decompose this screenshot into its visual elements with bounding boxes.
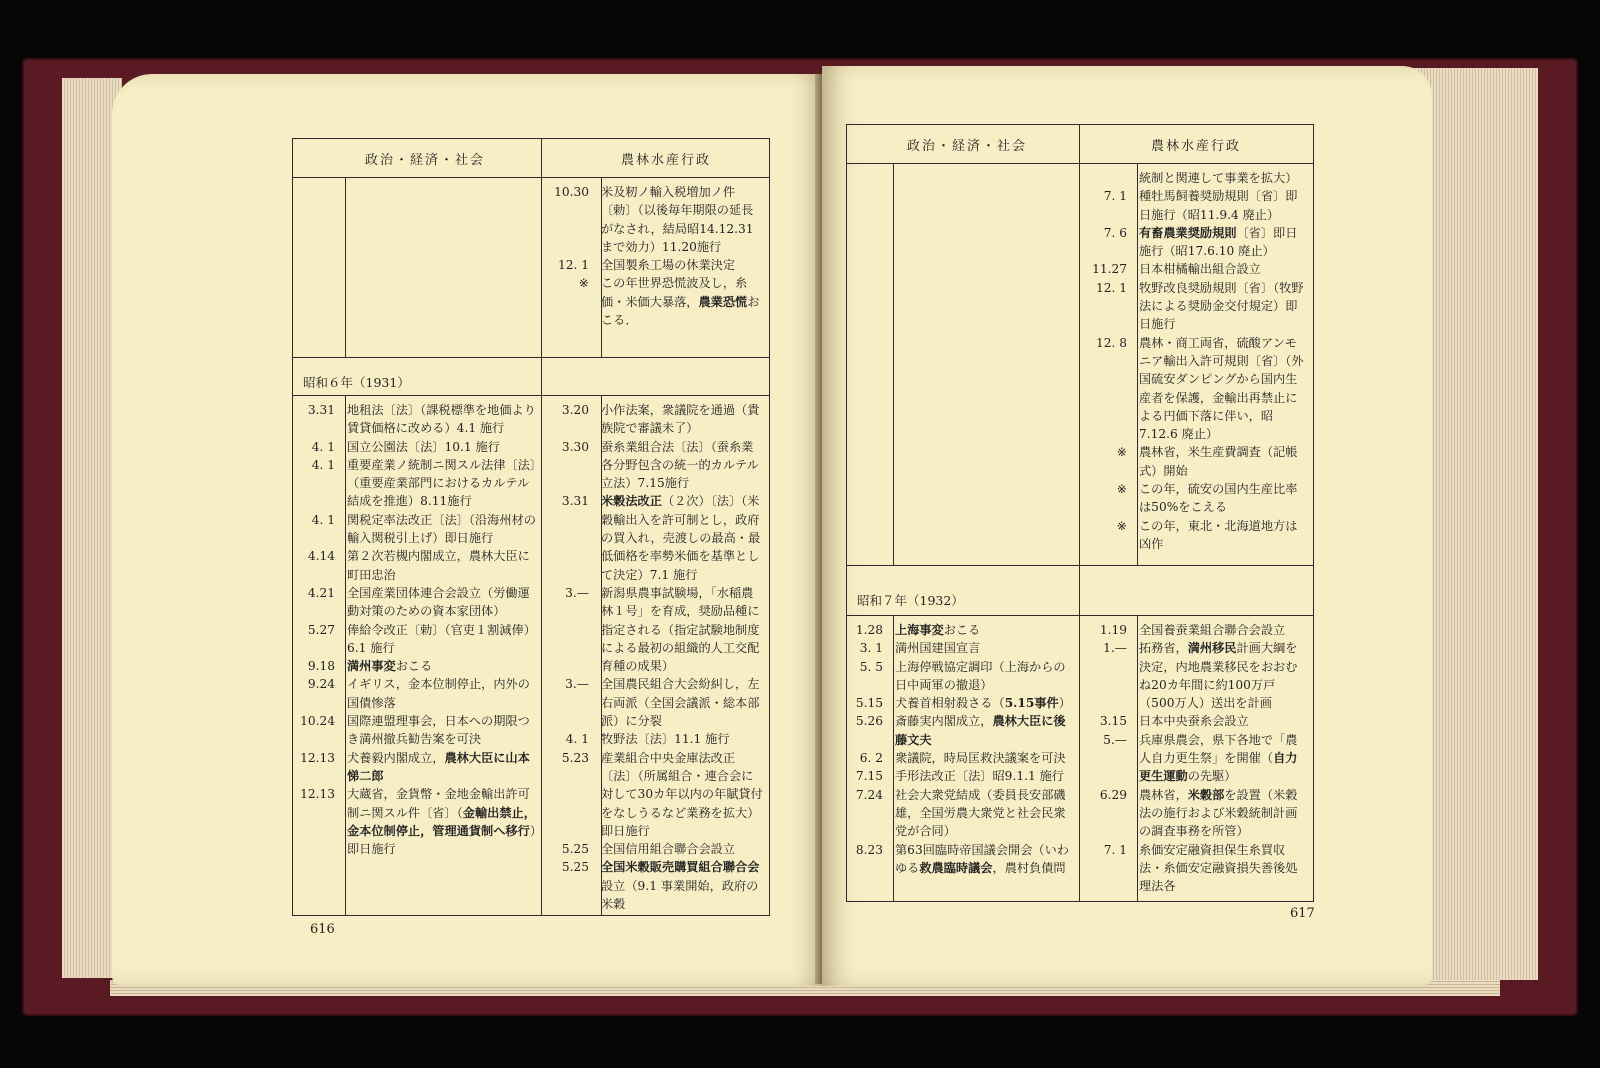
entry-segment: 農林省，米生産費調査（記帳式）開始 [1139,445,1298,478]
chronology-entry [547,840,763,858]
chronology-entry [293,438,537,456]
entry-date: 4. 1 [311,457,335,472]
entry-segment: 設立（9.1 事業開始，政府の米穀 [601,878,759,912]
chronology-entry [841,658,1075,695]
entry-date [1085,169,1139,187]
chronology-entry [1085,786,1307,841]
entry-segment: ，農村負債問 [992,860,1066,875]
entry-segment: 満州国建国宣言 [895,641,981,656]
entry-date: 12.13 [300,750,335,765]
entry-emphasis: 満州移民 [1187,641,1237,656]
entry-segment: 斎藤実内閣成立， [895,714,993,729]
entry-text [347,621,537,658]
chronology-entry [841,786,1075,841]
chronology-entry [1085,639,1307,712]
entry-date: 9.24 [307,677,335,692]
entry-segment: イギリス，金本位制停止，内外の国債惨落 [347,677,530,710]
entry-segment: 関税定率法改正〔法〕（沿海州材の輸入関税引上げ）即日施行 [347,512,536,546]
column-divider [1079,125,1080,901]
entry-date: 4. 1 [311,512,335,527]
entry-segment: 農林省， [1139,787,1188,802]
chronology-entry [1085,731,1307,786]
entry-segment: 種牡馬飼養奨励規則〔省〕即日施行（昭11.9.4 廃止） [1139,189,1298,222]
date-divider [893,163,894,565]
chronology-entry [547,401,763,438]
entry-segment: 〔省〕即日施行（昭17.6.10 廃止） [1139,225,1298,259]
entry-date: 5. 5 [859,659,883,674]
entry-segment: 全国養蚕業組合聯合会設立 [1139,623,1286,637]
entry-emphasis: 米穀法改正 [601,494,662,509]
chronology-entry [1085,187,1307,224]
chronology-entry [293,547,537,584]
entry-segment: 大蔵省，金貨幣・金地金輸出許可制ニ関スル件〔省〕（ [347,787,530,820]
entry-text [347,438,537,456]
chronology-entry [293,712,537,749]
chronology-entry [547,730,763,748]
entry-segment: おこる． [601,294,760,328]
entry-segment: 小作法案，衆議院を通過（貴族院で審議未了） [601,403,760,436]
entry-text [1139,731,1307,786]
entry-text [601,584,763,675]
entry-segment: 牧野法〔法〕11.1 施行 [601,732,730,747]
entry-date: 12.13 [300,787,335,802]
row-divider [847,615,1313,616]
entry-date: 10.24 [300,714,335,729]
entry-text [347,785,537,858]
entry-segment: 衆議院，時局匡救決議案を可決 [895,751,1066,766]
chronology-entry [841,767,1075,785]
chronology-entry [293,785,537,858]
chronology-entry [1085,621,1307,639]
entry-date: 3.— [565,585,589,600]
entry-date: 4. 1 [311,439,335,454]
chronology-entry [1085,480,1307,517]
entry-date: 1.— [1103,641,1127,656]
entry-emphasis: 米穀部 [1187,787,1225,802]
entry-date: 3.20 [561,403,589,417]
entry-date: 5.23 [561,750,589,765]
header-politics: 政治・経済・社会 [365,153,486,168]
entry-text [1139,169,1307,187]
entry-segment: 犬養首相射殺さる（ [895,696,1005,711]
entry-text [347,547,537,584]
entry-emphasis: 有畜農業奨励規則 [1139,225,1237,240]
agri-entries-1930 [547,183,763,329]
entry-segment: ） [1058,696,1071,711]
politics-entries-1932 [841,621,1075,877]
entry-segment: 糸価安定融資担保生糸買収法・糸価安定融資損失善後処理法各 [1139,842,1298,894]
entry-emphasis: 救農臨時議会 [919,860,993,875]
entry-segment: 兵庫県農会，県下各地で「農人自力更生祭」を開催（ [1139,732,1298,766]
entry-text [1139,841,1307,896]
entry-date: 10.30 [554,185,589,199]
date-divider [345,177,346,357]
entry-text [1139,224,1307,261]
entry-text [347,511,537,548]
entry-text [601,183,763,256]
page-number: 616 [310,922,335,937]
entry-emphasis: 金輸出禁止，金本位制停止，管理通貨制へ移行 [347,805,536,838]
entry-text [601,438,763,493]
entry-date: ※ [578,276,589,291]
entry-date: 5.27 [307,622,335,637]
header-agriculture: 農林水産行政 [1151,139,1242,154]
entry-segment: の先駆） [1187,769,1237,784]
chronology-entry [547,183,763,256]
entry-date: 5.— [1103,732,1127,747]
entry-date: 3.15 [1099,714,1127,729]
row-divider [847,565,1313,566]
entry-segment: 産業組合中央金庫法改正〔法〕（所属組合・連合会に対して30カ年以内の年賦貸付をなしうるなど業務を拡大）即日施行 [601,750,763,838]
entry-date: 5.25 [561,842,589,857]
year-heading: 昭和６年（1931） [303,375,410,390]
chronology-entry [547,256,763,274]
chronology-entry [547,749,763,840]
left-chronology-table [292,138,770,916]
entry-text [347,456,537,511]
entry-text [601,274,763,329]
entry-emphasis: 5.15事件 [1004,696,1059,711]
entry-segment: 日本柑橘輸出組合設立 [1139,262,1261,277]
chronology-entry [841,621,1075,639]
chronology-entry [547,438,763,493]
entry-text [1139,187,1307,224]
chronology-entry [1085,443,1307,480]
entry-date: 4. 1 [565,732,589,747]
entry-segment: 全国製糸工場の休業決定 [601,258,736,273]
entry-text [895,712,1075,749]
entry-emphasis: 農林大臣に山本悌二郎 [347,750,530,783]
chronology-entry [1085,279,1307,334]
entry-text [895,767,1075,785]
entry-segment: 第２次若槻内閣成立，農林大臣に町田忠治 [347,549,530,582]
entry-text [347,657,537,675]
entry-text [601,675,763,730]
entry-text [347,749,537,786]
row-divider [293,357,769,358]
entry-date: ※ [1116,518,1127,533]
chronology-entry [1085,841,1307,896]
entry-date: 7. 6 [1103,225,1127,240]
chronology-entry [1085,260,1307,278]
agri-entries-1931 [547,401,763,913]
entry-date: 12. 1 [1095,280,1127,295]
header-agriculture: 農林水産行政 [621,153,712,168]
entry-segment: 牧野改良奨励規則〔省〕（牧野法による奨励金交付規定）即日施行 [1139,280,1304,332]
entry-date: 8.23 [855,842,883,857]
entry-segment: 全国信用組合聯合会設立 [601,842,736,857]
entry-text [1139,621,1307,639]
entry-date: 3.30 [561,439,589,454]
entry-segment: 計画大綱を決定，内地農業移民をおおむね20カ年間に約100万戸（500万人）送出を計画 [1139,641,1298,711]
entry-text [601,492,763,583]
entry-segment: 上海停戦協定調印（上海からの日中両軍の撤退） [895,659,1066,692]
chronology-entry [547,492,763,583]
chronology-entry [293,456,537,511]
entry-text [895,621,1075,639]
chronology-entry [841,749,1075,767]
entry-text [1139,279,1307,334]
chronology-entry [1085,712,1307,730]
entry-text [895,694,1075,712]
entry-emphasis: 全国米穀販売購買組合聯合会 [601,860,760,875]
entry-segment: 米及籾ノ輸入税増加ノ件〔勅〕（以後毎年期限の延長がなされ，結局昭14.12.31まで効力）11.20施行 [601,185,754,254]
chronology-entry [841,712,1075,749]
chronology-entry [1085,517,1307,554]
entry-text [895,786,1075,841]
entry-text [1139,480,1307,517]
entry-text [1139,639,1307,712]
chronology-entry [547,675,763,730]
table-header [293,139,769,178]
entry-text [1139,443,1307,480]
entry-text [347,401,537,438]
entry-date: 5.25 [561,860,589,875]
entry-date: ※ [1116,445,1127,460]
entry-date: 4.14 [307,549,335,564]
chronology-entry [841,639,1075,657]
entry-date: 3. 1 [859,641,883,656]
entry-text [601,749,763,840]
entry-segment: この年，硫安の国内生産比率は50%をこえる [1139,482,1298,515]
entry-date: 7. 1 [1103,189,1127,204]
entry-text [601,840,763,858]
entry-segment: 俸給令改正〔勅〕（官吏１割減俸）6.1 施行 [347,622,536,655]
entry-segment: 第63回臨時帝国議会開会（いわゆる [895,842,1069,875]
entry-date: 11.27 [1092,262,1127,277]
entry-segment: 全国産業団体連合会設立（労働運動対策のための資本家団体） [347,585,530,619]
chronology-entry [293,657,537,675]
chronology-entry [293,621,537,658]
entry-date: ※ [1116,482,1127,497]
page-number: 617 [1290,906,1315,921]
entry-text [347,712,537,749]
chronology-entry [1085,224,1307,261]
entry-date: 5.26 [855,714,883,729]
row-divider [293,395,769,396]
entry-date: 4.21 [307,585,335,600]
entry-segment: （２次）〔法〕（米穀輸出入を許可制とし，政府の買入れ，売渡しの最高・最低価格を率勢米価を基準として決定）7.1 施行 [601,494,761,582]
chronology-entry [841,841,1075,878]
entry-segment: 日本中央蚕糸会設立 [1139,714,1249,729]
entry-text [601,401,763,438]
entry-emphasis: 上海事変 [895,623,944,637]
entry-segment: この年世界恐慌波及し，糸価・米価大暴落， [601,276,748,309]
chronology-entry [293,584,537,621]
header-politics: 政治・経済・社会 [907,139,1028,154]
chronology-entry [293,675,537,712]
entry-emphasis: 満州事変 [347,659,396,674]
entry-date: 7.15 [855,769,883,784]
entry-segment: 拓務省， [1139,641,1188,656]
entry-segment: 重要産業ノ統制ニ関スル法律〔法〕（重要産業部門におけるカルテル結成を推進）8.11施行 [347,457,536,509]
entry-segment: 地租法〔法〕（課税標準を地価より賃貸価格に改める）4.1 施行 [347,403,536,436]
entry-text [895,749,1075,767]
entry-date: 12. 1 [557,258,589,273]
entry-date: 7. 1 [1103,842,1127,857]
entry-text [895,658,1075,695]
politics-entries-1931 [293,401,537,858]
entry-segment: おこる [943,623,981,637]
entry-segment: 新潟県農事試験場，「水稲農林１号」を育成，奨励品種に指定される（指定試験地制度による最初の組織的人工交配育種の成果） [601,585,760,674]
entry-segment: 社会大衆党結成（委員長安部磯雄，全国労農大衆党と社会民衆党が合同） [895,787,1066,839]
right-page [822,66,1432,986]
entry-emphasis: 自力更生運動 [1139,751,1298,784]
entry-date: 1.19 [1099,623,1127,637]
entry-text [895,639,1075,657]
entry-segment: この年，東北・北海道地方は凶作 [1139,518,1298,551]
chronology-entry [547,584,763,675]
entry-date: 3.— [565,677,589,692]
entry-segment: 農林・商工両省，硫酸アンモニア輸出入許可規則〔省〕（外国硫安ダンピングから国内生産者を保護，金輸出再禁止による円価下落に伴い，昭7.12.6 廃止） [1139,335,1304,442]
entry-segment: ）即日施行 [347,823,536,857]
entry-segment: 国立公園法〔法〕10.1 施行 [347,439,500,454]
entry-segment: 全国農民組合大会紛糾し，左右両派（全国会議派・総本部派）に分裂 [601,677,760,729]
entry-text [601,858,763,913]
table-header [847,125,1313,164]
entry-segment: 手形法改正〔法〕昭9.1.1 施行 [895,769,1064,784]
entry-segment: 国際連盟理事会，日本への期限つき満州撤兵勧告案を可決 [347,714,530,747]
entry-segment: 蚕糸業組合法〔法〕（蚕糸業各分野包含の統一的カルテル立法）7.15施行 [601,439,759,491]
entry-date: 1.28 [855,623,883,637]
entry-text [1139,786,1307,841]
entry-date: 6. 2 [859,751,883,766]
entry-date: 5.15 [855,696,883,711]
entry-segment: 犬養毅内閣成立， [347,750,445,765]
entry-text [601,256,763,274]
entry-text [1139,712,1307,730]
chronology-entry [841,694,1075,712]
entry-text [1139,334,1307,444]
entry-text [347,675,537,712]
entry-text [895,841,1075,878]
entry-segment: を設置（米穀法の施行および米穀統制計画の調査事務を所管） [1139,787,1298,839]
chronology-entry [293,401,537,438]
entry-date: 6.29 [1099,787,1127,802]
chronology-entry [293,511,537,548]
entry-segment: おこる [395,659,433,674]
entry-date: 12. 8 [1095,335,1127,350]
entry-emphasis: 農林大臣に後藤文夫 [895,714,1066,747]
entry-text [601,730,763,748]
chronology-entry [1085,334,1307,444]
chronology-entry [547,858,763,913]
entry-date: 9.18 [307,659,335,674]
entry-segment: 統制と関連して事業を拡大） [1139,171,1298,185]
chronology-entry [1085,169,1307,187]
column-divider [541,139,542,915]
entry-date: 7.24 [855,787,883,802]
entry-date: 3.31 [307,403,335,417]
entry-date: 3.31 [561,494,589,509]
entry-text [1139,517,1307,554]
entry-text [1139,260,1307,278]
chronology-entry [293,749,537,786]
left-page [112,74,824,986]
year-heading: 昭和７年（1932） [857,593,964,608]
right-chronology-table [846,124,1314,902]
chronology-entry [547,274,763,329]
agri-entries-1931 [1085,169,1307,553]
entry-emphasis: 農業恐慌 [698,294,748,309]
entry-text [347,584,537,621]
agri-entries-1932 [1085,621,1307,895]
